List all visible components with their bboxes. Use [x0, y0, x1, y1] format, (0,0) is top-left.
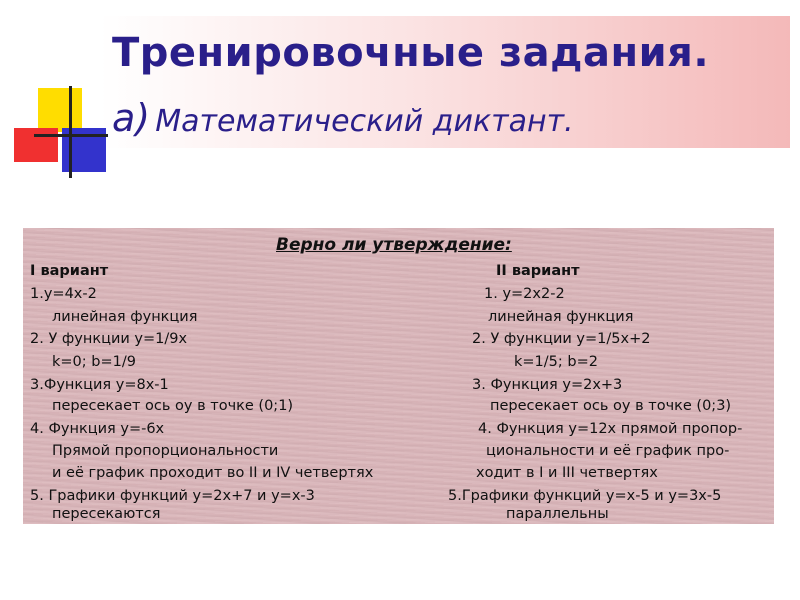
- slide-subtitle: [112, 96, 574, 140]
- variant1-line: пересекает ось оу в точке (0;1): [52, 398, 294, 414]
- variant2-line: 4. Функция y=12x прямой пропор-: [478, 421, 743, 437]
- subtitle-letter: а): [112, 96, 151, 140]
- decor-horizontal-line: [34, 134, 108, 137]
- variant1-line: 4. Функция y=-6x: [30, 421, 165, 437]
- variant1-line: 5. Графики функций y=2x+7 и y=x-3: [30, 488, 315, 504]
- variant2-line: ходит в I и III четвертях: [476, 465, 658, 481]
- variant1-line: 1.y=4x-2: [30, 286, 97, 302]
- variant2-line: пересекает ось оу в точке (0;3): [490, 398, 732, 414]
- variant1-line: k=0; b=1/9: [52, 354, 136, 370]
- variant2-header: II вариант: [496, 263, 580, 279]
- variant1-line: линейная функция: [52, 309, 198, 325]
- variant2-line: k=1/5; b=2: [514, 354, 598, 370]
- variant2-line: 1. y=2x2-2: [484, 286, 565, 302]
- variant1-line: Прямой пропорциональности: [52, 443, 279, 459]
- variant1-line: пересекаются: [52, 506, 161, 522]
- variant2-line: линейная функция: [488, 309, 634, 325]
- content-heading: Верно ли утверждение:: [276, 235, 512, 255]
- variant2-line: 5.Графики функций y=x-5 и y=3x-5: [448, 488, 722, 504]
- variant1-line: 2. У функции y=1/9x: [30, 331, 188, 347]
- decor-vertical-line: [69, 86, 72, 178]
- variant1-line: 3.Функция y=8x-1: [30, 377, 169, 393]
- variant1-header: I вариант: [30, 263, 109, 279]
- variant2-line: 2. У функции y=1/5x+2: [472, 331, 651, 347]
- variant1-line: и её график проходит во II и IV четвертях: [52, 465, 374, 481]
- slide-title: Тренировочные задания.: [112, 30, 710, 76]
- variant2-line: 3. Функция y=2x+3: [472, 377, 623, 393]
- variant2-line: циональности и её график про-: [486, 443, 730, 459]
- decor-yellow-square: [38, 88, 82, 132]
- subtitle-text: Математический диктант.: [155, 104, 574, 139]
- variant2-line: параллельны: [506, 506, 609, 522]
